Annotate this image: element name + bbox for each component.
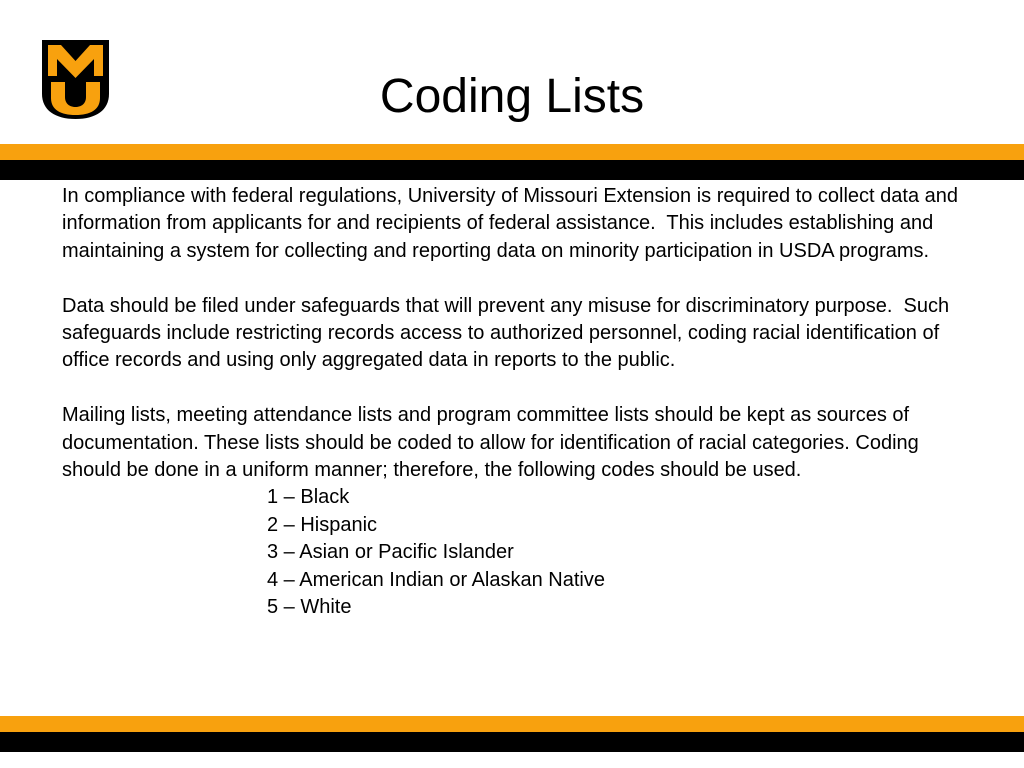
code-item-hispanic: 2 – Hispanic (267, 513, 378, 536)
code-item-black: 1 – Black (267, 486, 350, 509)
page-title: Coding Lists (379, 70, 645, 123)
code-list (62, 484, 982, 621)
paragraph-safeguards: Data should be filed under safeguards that will prevent any misuse for discriminatory purpose. Such safeguards include restricting records access to authorized personnel, coding racial identification of office records and using only aggregated data in reports to the public. (62, 294, 955, 372)
paragraph-spacer (62, 375, 982, 402)
top-black-stripe (0, 160, 1024, 180)
bottom-black-stripe (0, 732, 1024, 752)
code-item-asian-pacific: 3 – Asian or Pacific Islander (267, 541, 514, 564)
paragraph-mailing-lists: Mailing lists, meeting attendance lists and program committee lists should be kept as sources of documentation. These lists should be coded to allow for identification of racial categories. Coding should be done in a uniform manner; therefore, the following codes should be used. (62, 404, 925, 482)
bottom-gold-stripe (0, 716, 1024, 732)
paragraph-spacer (62, 265, 982, 292)
paragraph-compliance: In compliance with federal regulations, University of Missouri Extension is required to collect data and information from applicants for and recipients of federal assistance. This includes establishing and maintaining a system for collecting and reporting data on minority participation in USDA programs. (62, 185, 964, 262)
top-gold-stripe (0, 144, 1024, 160)
code-item-white: 5 – White (267, 596, 352, 619)
code-item-american-indian: 4 – American Indian or Alaskan Native (267, 568, 605, 591)
slide-body (62, 183, 982, 621)
